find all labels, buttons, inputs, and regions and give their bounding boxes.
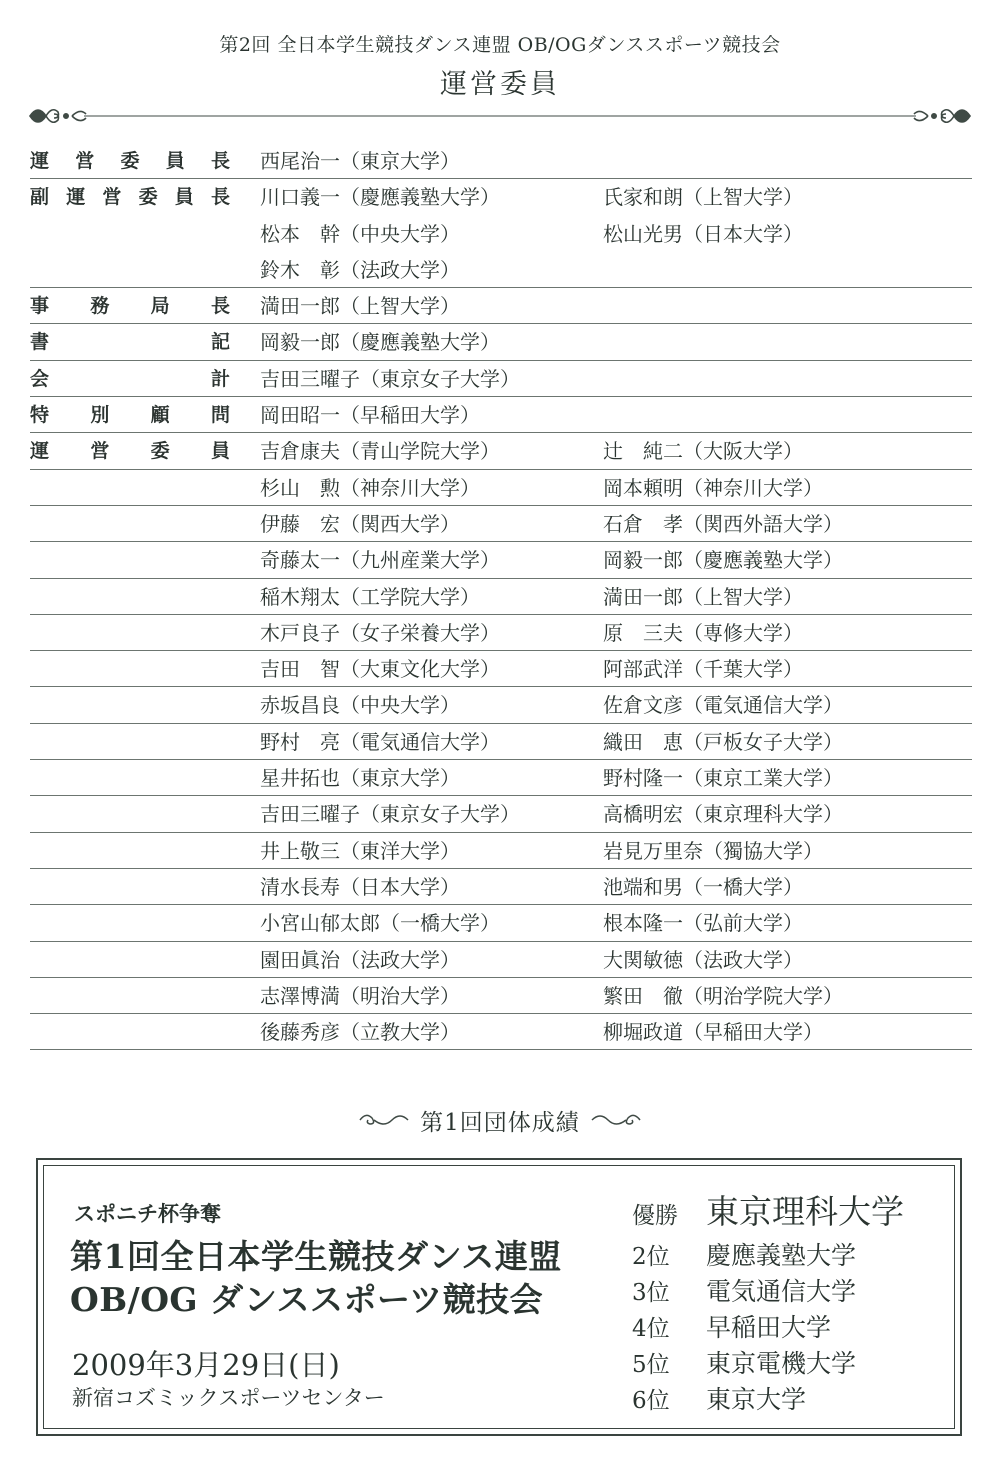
committee-row (30, 542, 972, 578)
role-char: 会 (30, 367, 50, 390)
committee-row (30, 1014, 972, 1050)
rank-place: 優勝 (632, 1203, 678, 1229)
role-char: 特 (30, 404, 50, 427)
committee-row (30, 470, 972, 506)
role-char: 運 (30, 150, 50, 172)
member-name: 吉田三曜子（東京女子大学） (260, 366, 520, 391)
rank-school: 東京電機大学 (706, 1349, 857, 1378)
member-name: 川口義一（慶應義塾大学） (260, 185, 500, 210)
committee-row (30, 579, 972, 615)
committee-row (30, 506, 972, 542)
committee-row (30, 687, 972, 723)
member-name: 園田眞治（法政大学） (260, 947, 460, 972)
member-name: 石倉 孝（関西外語大学） (603, 511, 843, 536)
committee-row (30, 833, 972, 869)
role-char: 員 (210, 440, 230, 463)
rank-place: 3位 (632, 1280, 670, 1306)
role-char: 員 (174, 186, 194, 209)
rank-school: 東京大学 (706, 1385, 807, 1414)
member-name: 佐倉文彦（電気通信大学） (603, 693, 843, 718)
member-name: 清水長寿（日本大学） (260, 874, 460, 899)
event-name-line2: OB/OG ダンススポーツ競技会 (70, 1280, 544, 1319)
committee-row (30, 179, 972, 215)
committee-row (30, 288, 972, 324)
results-box (36, 1158, 962, 1436)
member-name: 岡毅一郎（慶應義塾大学） (260, 330, 500, 355)
committee-row (30, 651, 972, 687)
member-name: 稲木翔太（工学院大学） (260, 584, 480, 609)
role-char: 書 (30, 331, 50, 354)
right-swirl-icon (590, 1110, 642, 1130)
committee-row (30, 760, 972, 796)
ranking-row (632, 1272, 856, 1308)
rank-school: 東京理科大学 (706, 1192, 904, 1231)
member-name: 吉田 智（大東文化大学） (260, 657, 500, 682)
ornamental-divider (28, 100, 972, 132)
committee-row (30, 615, 972, 651)
ranking-row (632, 1308, 831, 1344)
committee-row (30, 796, 972, 832)
member-name: 星井拓也（東京大学） (260, 766, 460, 791)
role-char: 局 (150, 295, 170, 318)
role-char: 別 (90, 404, 110, 427)
committee-row (30, 143, 972, 179)
left-swirl-icon (358, 1110, 410, 1130)
rank-school: 電気通信大学 (706, 1277, 857, 1306)
committee-row (30, 397, 972, 433)
ranking-row (632, 1236, 856, 1272)
member-name: 井上敬三（東洋大学） (260, 838, 460, 863)
committee-row (30, 252, 972, 288)
role-char: 運 (30, 440, 50, 463)
role-char: 副 (30, 186, 50, 209)
event-venue: 新宿コズミックスポーツセンター (72, 1386, 385, 1410)
results-heading (0, 1100, 1000, 1140)
role-char: 事 (30, 295, 50, 318)
committee-row (30, 324, 972, 360)
rank-place: 5位 (632, 1352, 670, 1378)
committee-row (30, 942, 972, 978)
ranking-row (632, 1380, 806, 1416)
member-name: 西尾治一（東京大学） (260, 149, 460, 173)
event-name-line1: 第1回全日本学生競技ダンス連盟 (70, 1237, 562, 1276)
member-name: 吉田三曜子（東京女子大学） (260, 802, 520, 827)
role-char: 営 (102, 186, 122, 209)
member-name: 岡田昭一（早稲田大学） (260, 403, 480, 428)
role-char: 問 (210, 404, 230, 427)
role-label (30, 179, 230, 215)
results-box-inner (43, 1165, 955, 1429)
member-name: 満田一郎（上智大学） (603, 584, 803, 609)
ranking-row (632, 1186, 904, 1233)
role-char: 員 (165, 150, 185, 172)
member-name: 満田一郎（上智大学） (260, 294, 460, 319)
member-name: 高橋明宏（東京理科大学） (603, 802, 843, 827)
committee-row (30, 905, 972, 941)
member-name: 原 三夫（専修大学） (603, 620, 803, 645)
role-label (30, 288, 230, 324)
rank-school: 早稲田大学 (706, 1313, 832, 1342)
member-name: 志澤博満（明治大学） (260, 983, 460, 1008)
rank-school: 慶應義塾大学 (706, 1241, 857, 1270)
member-name: 大関敏徳（法政大学） (603, 947, 803, 972)
member-name: 鈴木 彰（法政大学） (260, 257, 460, 282)
role-char: 長 (210, 150, 230, 172)
member-name: 杉山 勲（神奈川大学） (260, 475, 480, 500)
committee-row (30, 361, 972, 397)
member-name: 松本 幹（中央大学） (260, 221, 460, 246)
member-name: 小宮山郁太郎（一橋大学） (260, 911, 500, 936)
member-name: 奇藤太一（九州産業大学） (260, 548, 500, 573)
member-name: 吉倉康夫（青山学院大学） (260, 439, 500, 464)
committee-row (30, 869, 972, 905)
cup-name: スポニチ杯争奪 (74, 1202, 221, 1226)
role-char: 計 (210, 367, 230, 390)
member-name: 赤坂昌良（中央大学） (260, 693, 460, 718)
role-char: 委 (120, 150, 140, 172)
role-char: 委 (150, 440, 170, 463)
rank-place: 4位 (632, 1316, 670, 1342)
role-label (30, 397, 230, 433)
role-char: 営 (90, 440, 110, 463)
role-char: 委 (138, 186, 158, 209)
rank-place: 2位 (632, 1244, 670, 1270)
committee-row (30, 433, 972, 469)
member-name: 繁田 徹（明治学院大学） (603, 983, 843, 1008)
committee-row (30, 724, 972, 760)
member-name: 野村隆一（東京工業大学） (603, 766, 843, 791)
role-label (30, 143, 230, 179)
member-name: 岡本頼明（神奈川大学） (603, 475, 823, 500)
member-name: 根本隆一（弘前大学） (603, 911, 803, 936)
committee-row (30, 216, 972, 252)
member-name: 辻 純二（大阪大学） (603, 439, 803, 464)
member-name: 後藤秀彦（立教大学） (260, 1020, 460, 1045)
flourish-divider-icon (28, 100, 972, 132)
member-name: 阿部武洋（千葉大学） (603, 657, 803, 682)
role-char: 顧 (150, 404, 170, 427)
page-title: 運営委員 (440, 69, 560, 100)
ranking-row (632, 1344, 856, 1380)
role-label (30, 433, 230, 469)
member-name: 岡毅一郎（慶應義塾大学） (603, 548, 843, 573)
committee-list (30, 143, 972, 1050)
role-char: 務 (90, 295, 110, 318)
role-char: 長 (210, 295, 230, 318)
member-name: 織田 恵（戸板女子大学） (603, 729, 843, 754)
member-name: 池端和男（一橋大学） (603, 874, 803, 899)
role-char: 記 (210, 331, 230, 354)
committee-row (30, 978, 972, 1014)
event-subtitle: 第2回 全日本学生競技ダンス連盟 OB/OGダンススポーツ競技会 (219, 34, 781, 56)
event-date: 2009年3月29日(日) (72, 1348, 340, 1382)
member-name: 柳堀政道（早稲田大学） (603, 1020, 823, 1045)
results-title: 第1回団体成績 (420, 1109, 580, 1136)
member-name: 木戸良子（女子栄養大学） (260, 620, 500, 645)
member-name: 野村 亮（電気通信大学） (260, 729, 500, 754)
rank-place: 6位 (632, 1388, 670, 1414)
member-name: 松山光男（日本大学） (603, 221, 803, 246)
role-char: 営 (75, 150, 95, 172)
member-name: 岩見万里奈（獨協大学） (603, 838, 823, 863)
role-char: 運 (66, 186, 86, 209)
member-name: 伊藤 宏（関西大学） (260, 511, 460, 536)
role-label (30, 324, 230, 360)
role-char: 長 (210, 186, 230, 209)
member-name: 氏家和朗（上智大学） (603, 185, 803, 210)
role-label (30, 361, 230, 397)
